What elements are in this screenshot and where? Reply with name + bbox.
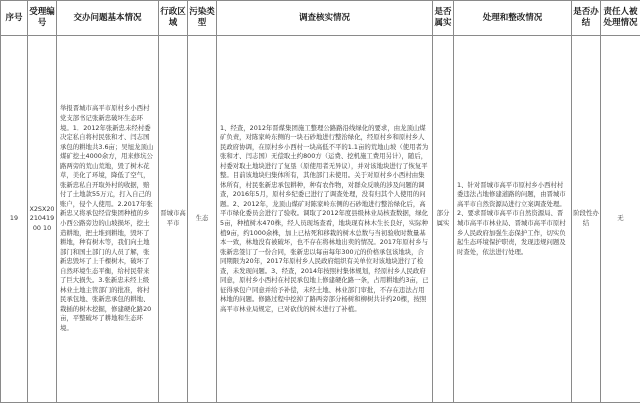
- cell-region: 晋城市高平市: [159, 36, 188, 403]
- table-header-row: [1, 1, 640, 36]
- header-problem: 交办问题基本情况: [57, 1, 159, 36]
- cell-closed: 阶段性办结: [572, 36, 601, 403]
- header-pollution-type: 污染类型: [188, 1, 217, 36]
- header-region: 行政区域: [159, 1, 188, 36]
- header-handling: 处理和整改情况: [454, 1, 572, 36]
- cell-seq: 19: [1, 36, 28, 403]
- header-findings: 调查核实情况: [217, 1, 433, 36]
- cell-findings: 1、经查，2012年晋煤集团施工整理公路路沿线绿化的要求，由龙顶山煤矿负责，对陈家岭东侧的一块石砂地进行整治绿化，经原村乡和原村乡人民政府协调，在原村乡小西村一块高低不平的1.1亩的荒地山坡（使用者为张和才、闫志国）无偿取土约800方（运费、挖机施工费用另计），随后，村委对取土地块进行了复垦（原使用者无异议），并对该地块进行了恢复平整。目前该地块归集体所有，其他部门未使用。关于对原村乡小西村由集体所有，村民张新忠承包耕种，种有农作物，对群众反映的涉及问题的调查，2016年5月，原村乡纪委已进行了调查处理，没有归其个人使用的问题。2、2012年，龙顶山煤矿对陈家岭东侧的石砂地进行整治绿化后，高平市绿化委员会进行了验收。调取了2012年度县级林业局核查数据，绿化5亩，种植树木470株，经人员现场查看，地块现有林木生长良好，实际种植9亩，约1000余株，加上已枯死和移栽的树木总数与当初验收时数量基本一致，林地没有被破坏，也不存在将林地出卖的情况。2017年原村乡与张新忠签订了一份合同，张新忠以每亩每年300元的价格承包该地块，合同期限为20年，2017年原村乡人民政府组织有关单位对该地块进行了检查，未发现问题。3、经查，2014年按照村集体规划，经原村乡人民政府同意，原村乡小西村在村民承包地上修建硬化路一条，占用耕地约3亩，已征得承包户同意并给予补偿，未经土地、林业部门审批，不存在违法占用林地的问题。修路过程中挖掉了路两旁部分杨树和柳树共计约20棵，按照高平市林业局规定，已对砍伐的树木进行了补植。: [217, 36, 433, 403]
- header-report-no: 受理编号: [28, 1, 57, 36]
- cell-report-no: X2SX2021041900 10: [28, 36, 57, 403]
- cell-verified: 部分属实: [433, 36, 454, 403]
- cell-pollution-type: 生态: [188, 36, 217, 403]
- header-seq: 序号: [1, 1, 28, 36]
- header-verified: 是否属实: [433, 1, 454, 36]
- header-responsible: 责任人被处理情况: [601, 1, 640, 36]
- header-closed: 是否办结: [572, 1, 601, 36]
- table-row: [1, 36, 640, 403]
- cell-handling: 1、针对晋城市高平市原村乡小西村村委违法占地修建道路的问题，由晋城市高平市自然资源局进行立案调查处理。2、要求晋城市高平市自然资源局、晋城市高平市林业局、晋城市高平市原村乡人民政府加强生态保护工作，切实负起生态环境保护职责，发现违规问题及时查处，依法进行处理。: [454, 36, 572, 403]
- cell-responsible: 无: [601, 36, 640, 403]
- cell-problem: 举报晋城市高平市原村乡小西村党支部书记张新忠破坏生态环境。1．2012年张新忠未经村委决定私自将村民张和才、闫志国承包的耕地共3.6亩；吴旭龙顶山煤矿挖土4000余方，用来修坑公路两旁的荒山荒地，毁了树木花草，美化了环境，降低了空气，张新忠私自开取外村的收据，赔付了土地款55万元，打入自己的账户，侵个人使用。2.2017年张新忠又将承包经营集团种植的乡小西公路旁边的山坡损坏，挖土造耕地，把土堆到耕地，毁坏了耕地，种有树木等，我们向土地部门和国土部门的人员了解，张新忠毁坏了上千棵树木，破坏了自然环境生态平衡，给村民带来了巨大损失。3.张新忠未经上级林业土地主管部门的批准，将村民承包地、张新忠承包的耕地、栽插的树木挖掘，修建硬化路20亩，平整破坏了耕地和生态环境。: [57, 36, 159, 403]
